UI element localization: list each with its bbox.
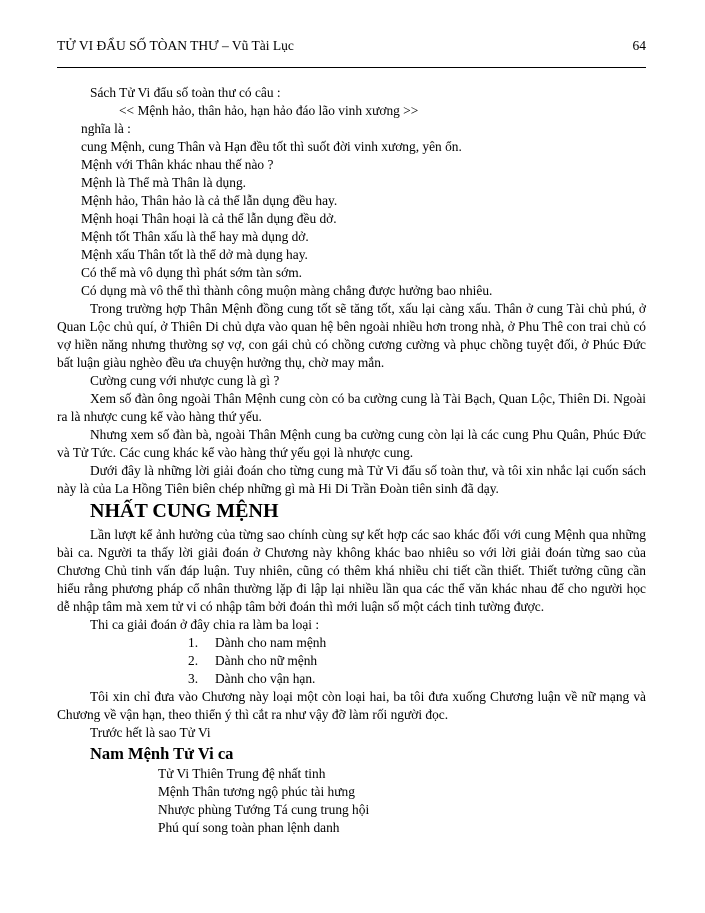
text-line: Trước hết là sao Tử Vi [90, 725, 211, 740]
text-line: Có dụng mà vô thể thì thành công muộn màng chẳng được hưởng bao nhiêu. [81, 283, 493, 298]
paragraph: Nhưng xem số đàn bà, ngoài Thân Mệnh cung ba cường cung còn lại là các cung Phu Quân, Phúc Đức và Tử Tức. Các cung khác kể vào hàng thứ yếu gọi là nhược cung. [57, 427, 646, 460]
page-header [57, 38, 646, 54]
paragraph: Lần lượt kể ảnh hưởng của từng sao chính cùng sự kết hợp các sao khác đối với cung Mệnh qua những bài ca. Người ta thấy lời giải đoán ở Chương này không khác bao nhiêu so với lời giải đoán từng sao của Chương Chủ tinh vấn đáp luận. Tuy nhiên, cũng có thêm khá nhiều chi tiết cần thiết. Thiết tưởng cũng cần hiểu rằng phương pháp cổ nhân thường lặp đi lập lại nhiều lần qua các thể văn khác nhau để cho người học dễ nhập tâm mà xem tử vi có nhập tâm bởi đoán thì mới luận số một cách tinh tường được. [57, 527, 646, 614]
list-text: Dành cho nữ mệnh [215, 653, 318, 668]
header-rule [57, 67, 646, 68]
paragraph: Dưới đây là những lời giải đoán cho từng cung mà Tử Vi đẩu số toàn thư, và tôi xin nhắc lại cuốn sách này là của La Hồng Tiên biên chép những gì mà Hi Di Trần Đoàn tiên sinh đã dạy. [57, 463, 646, 496]
page-number: 64 [632, 38, 646, 53]
verse-line: Nhược phùng Tướng Tá cung trung hội [158, 802, 370, 817]
section-heading: NHẤT CUNG MỆNH [90, 500, 279, 522]
text-line: Mệnh với Thân khác nhau thế nào ? [81, 157, 274, 172]
text-line: Mệnh xấu Thân tốt là thể dở mà dụng hay. [81, 247, 308, 262]
verse-line: Tử Vi Thiên Trung đệ nhất tinh [158, 766, 326, 781]
list-text: Dành cho nam mệnh [215, 635, 327, 650]
paragraph: Xem số đàn ông ngoài Thân Mệnh cung còn có ba cường cung là Tài Bạch, Quan Lộc, Thiên Di. Ngoài ra là nhược cung kể vào hàng thứ yếu. [57, 391, 646, 424]
text-line: cung Mệnh, cung Thân và Hạn đều tốt thì suốt đời vinh xương, yên ổn. [81, 139, 462, 154]
paragraph: Tôi xin chỉ đưa vào Chương này loại một còn loại hai, ba tôi đưa xuống Chương luận về nữ mạng và Chương về vận hạn, theo thiển ý thì cắt ra như vậy đỡ làm rối người đọc. [57, 689, 646, 722]
paragraph: Trong trường hợp Thân Mệnh đồng cung tốt sẽ tăng tốt, xấu lại càng xấu. Thân ở cung Tài chủ phú, ở Quan Lộc chủ quí, ở Thiên Di chủ dựa vào quan hệ bên ngoài nhiều hơn trong nhà, ở Phu Thê con trai chủ có vợ hiền năng nhưng thường sợ vợ, con gái chủ có chồng cương cường và phục chồng tuyệt đối, ở Phúc Đức bất luận giàu nghèo đều ưa chuyện hưởng thụ, chờ may mắn. [57, 301, 646, 370]
text-line: Có thể mà vô dụng thì phát sớm tàn sớm. [81, 265, 302, 280]
verse-line: Phú quí song toàn phan lệnh danh [158, 820, 340, 835]
list-item [57, 652, 646, 670]
text-line: Cường cung với nhược cung là gì ? [90, 373, 280, 388]
list-item [57, 670, 646, 688]
text-line: Mệnh hoại Thân hoại là cả thể lẫn dụng đều dở. [81, 211, 337, 226]
text-line: Mệnh là Thể mà Thân là dụng. [81, 175, 246, 190]
list-text: Dành cho vận hạn. [215, 671, 316, 686]
verse-line: Mệnh Thân tương ngộ phúc tài hưng [158, 784, 355, 799]
list-number: 1. [188, 635, 199, 650]
text-line: nghĩa là : [81, 121, 131, 136]
list-item [57, 634, 646, 652]
list-number: 3. [188, 671, 199, 686]
poem-heading: Nam Mệnh Tử Vi ca [90, 744, 234, 763]
quote-line: << Mệnh hảo, thân hảo, hạn hảo đáo lão vinh xương >> [119, 103, 419, 118]
book-title: TỬ VI ĐẨU SỐ TÒAN THƯ – Vũ Tài Lục [57, 38, 294, 53]
text-line: Sách Tử Vi đẩu số toàn thư có câu : [90, 85, 281, 100]
text-line: Mệnh tốt Thân xấu là thể hay mà dụng dở. [81, 229, 309, 244]
text-line: Thi ca giải đoán ở đây chia ra làm ba loại : [90, 617, 320, 632]
text-line: Mệnh hảo, Thân hảo là cả thể lẫn dụng đều hay. [81, 193, 338, 208]
page-body [57, 84, 646, 837]
list-number: 2. [188, 653, 199, 668]
